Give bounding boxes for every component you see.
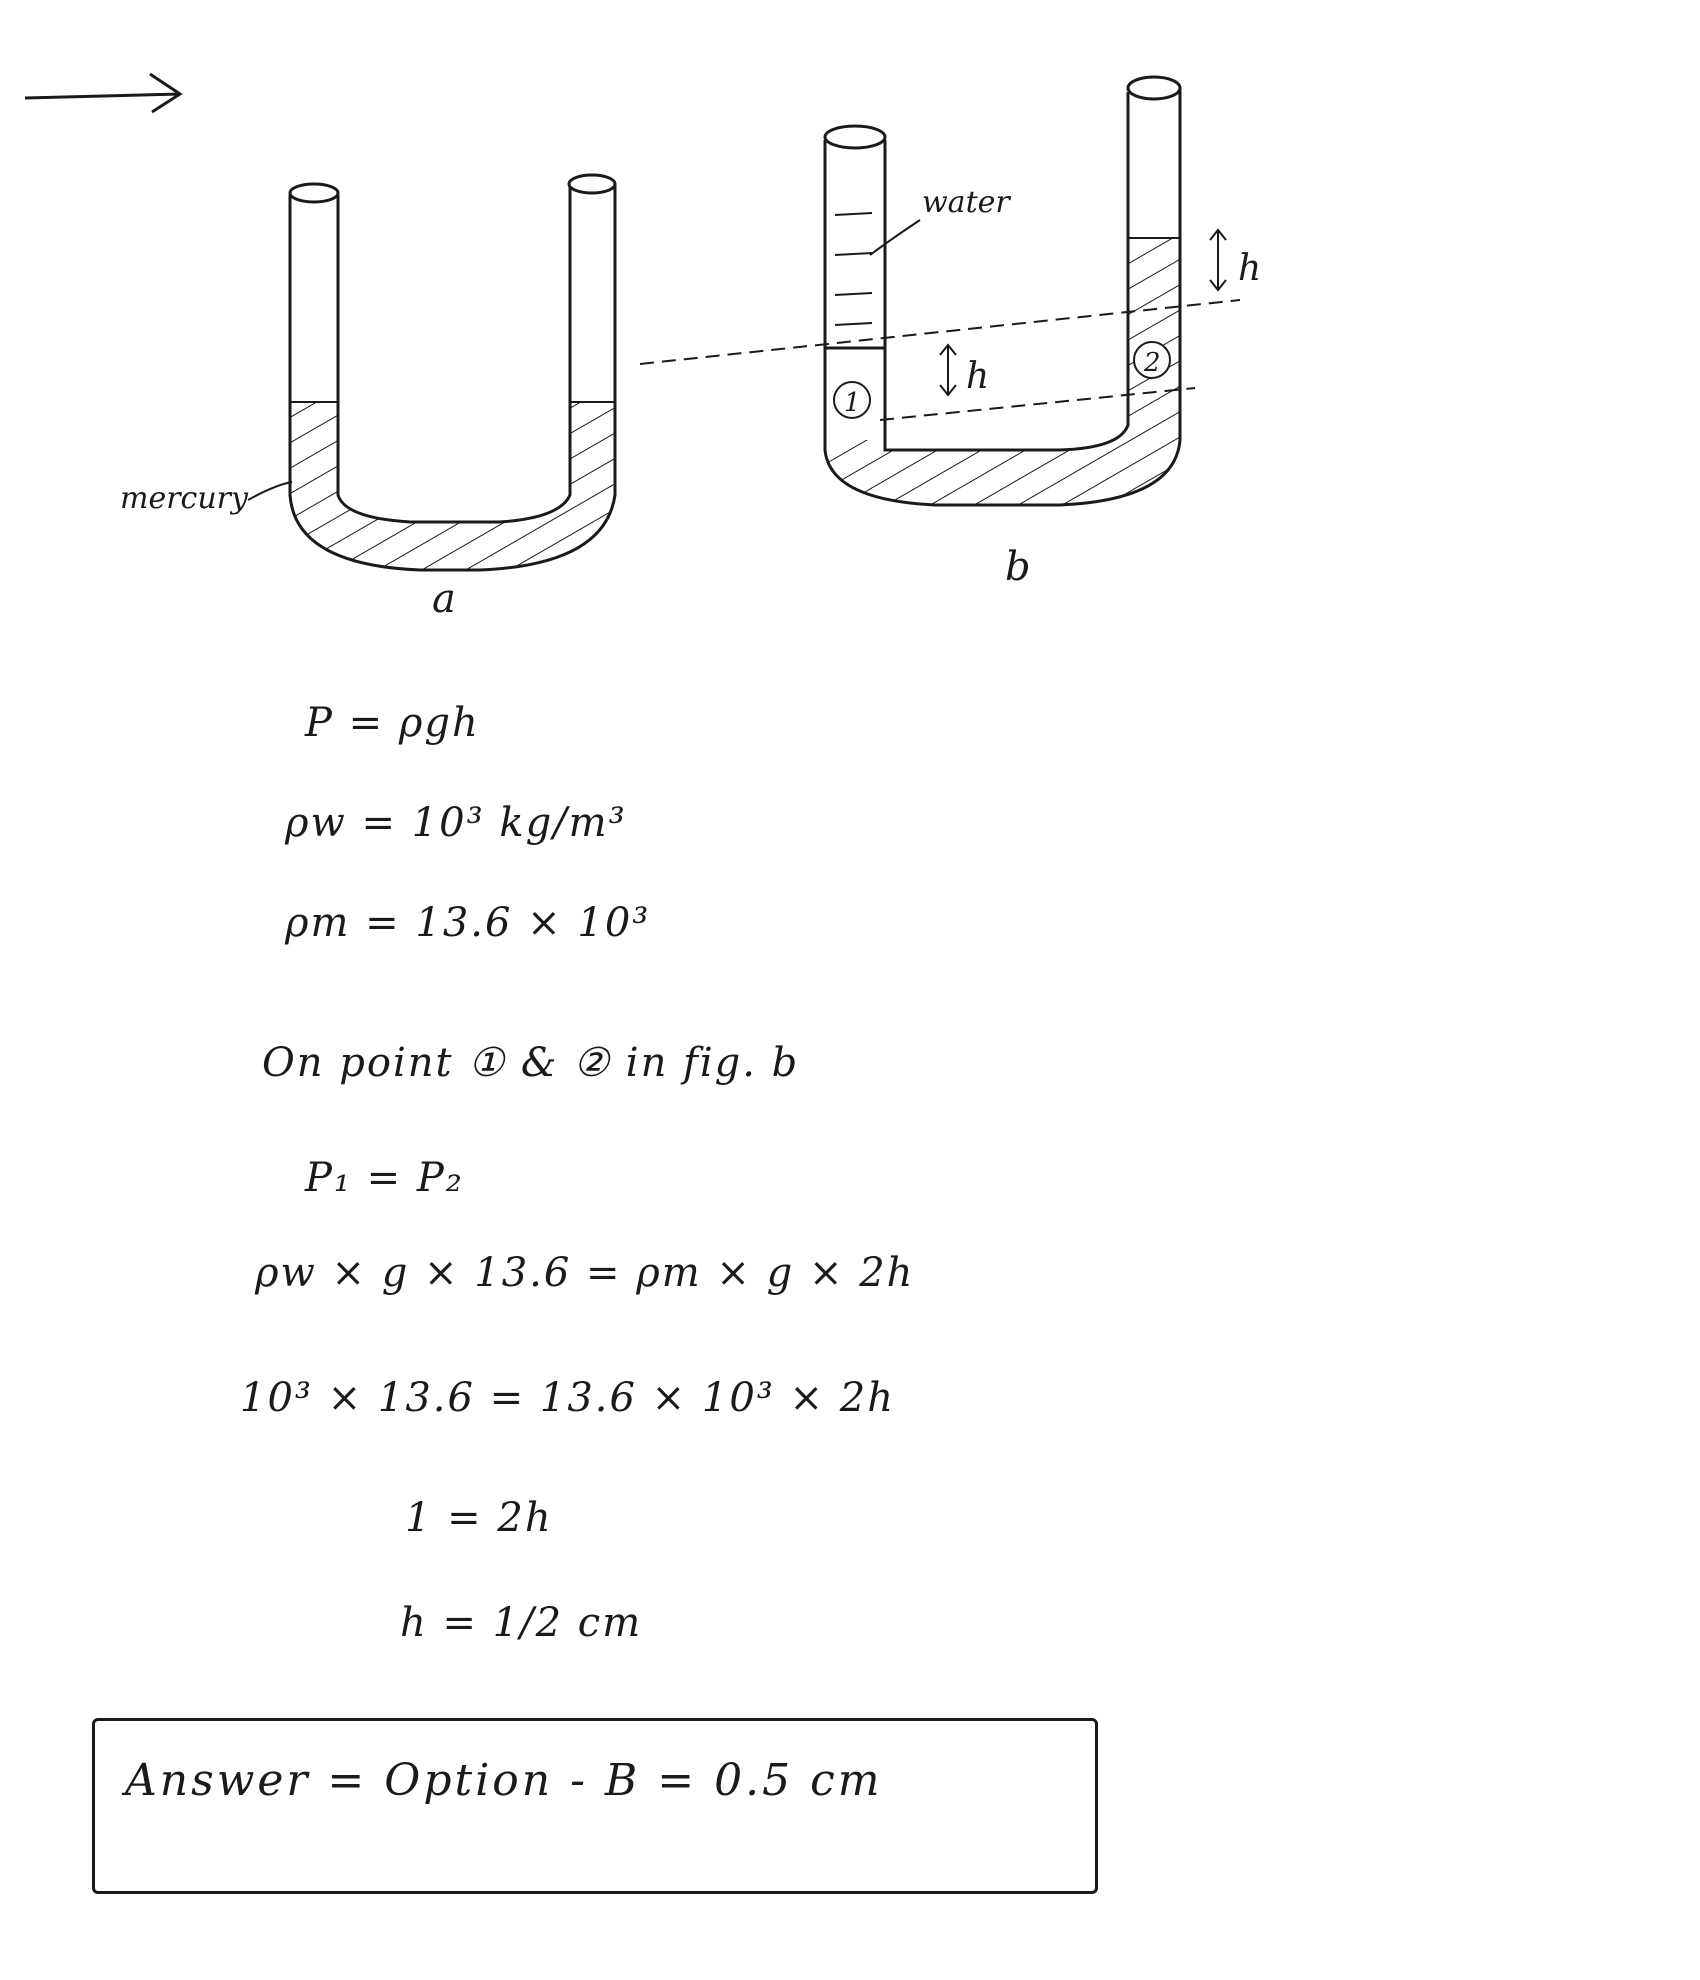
equation-line-2: ρw = 10³ kg/m³: [285, 800, 627, 846]
equation-line-1: P = ρgh: [305, 700, 480, 746]
figure-a-caption: a: [432, 576, 456, 622]
water-pointer: [870, 220, 920, 255]
answer-text: Answer = Option - B = 0.5 cm: [125, 1755, 883, 1806]
equation-line-8: 1 = 2h: [405, 1495, 553, 1541]
u-tube-a: [290, 175, 615, 570]
equation-line-5: P₁ = P₂: [305, 1155, 464, 1201]
point-1-label: 1: [844, 388, 861, 418]
equation-line-3: ρm = 13.6 × 10³: [285, 900, 651, 946]
equation-line-9: h = 1/2 cm: [400, 1600, 643, 1646]
equation-line-4: On point ① & ② in fig. b: [262, 1040, 800, 1086]
figure-b-caption: b: [1005, 544, 1031, 590]
mercury-label: mercury: [120, 481, 248, 516]
point-2-label: 2: [1144, 348, 1161, 378]
height-label-right: h: [1238, 248, 1262, 289]
mercury-pointer: [248, 482, 292, 500]
equation-line-6: ρw × g × 13.6 = ρm × g × 2h: [255, 1250, 915, 1296]
u-tube-b: [825, 77, 1180, 505]
water-label: water: [922, 185, 1010, 220]
answer-box: [92, 1718, 1098, 1894]
arrow-icon: [25, 74, 180, 112]
equation-line-7: 10³ × 13.6 = 13.6 × 10³ × 2h: [240, 1375, 895, 1421]
height-label-left: h: [966, 356, 990, 397]
water-column: [835, 213, 872, 325]
